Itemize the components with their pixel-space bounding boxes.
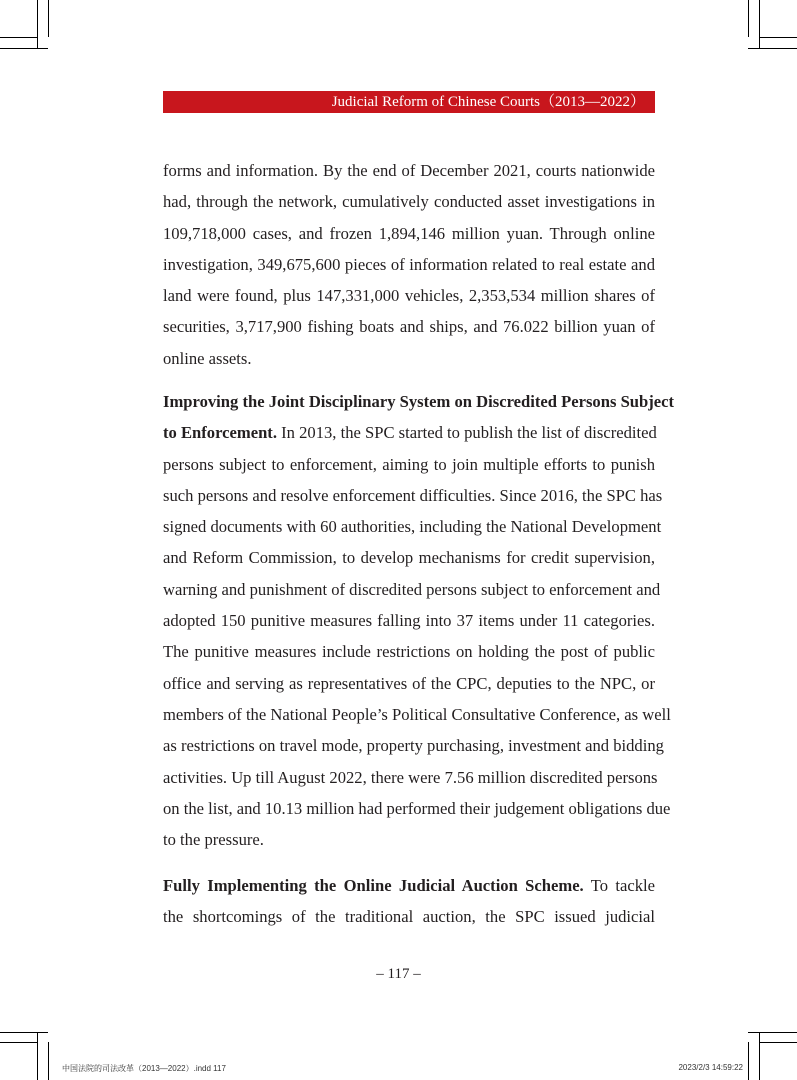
text-line: land were found, plus 147,331,000 vehicles, 2,353,534 million shares of [163,286,655,306]
text-line: had, through the network, cumulatively conducted asset investigations in [163,192,655,212]
text-line: securities, 3,717,900 fishing boats and ships, and 76.022 billion yuan of [163,317,655,337]
crop-mark-tl-h2 [0,48,48,49]
text-line: warning and punishment of discredited persons subject to enforcement and [163,579,661,599]
text-line: Fully Implementing the Online Judicial Auction Scheme. To tackle [163,876,656,895]
crop-mark-bl-h [0,1042,37,1043]
crop-mark-tl-h [0,37,37,38]
section-heading: Fully Implementing the Online Judicial Auction Scheme. [163,876,584,895]
crop-mark-br-v [759,1032,760,1080]
print-slug-file: 中国法院的司法改革（2013—2022）.indd 117 [62,1064,226,1073]
text-line: The punitive measures include restrictions on holding the post of public [163,642,655,662]
crop-mark-br-h [760,1042,797,1043]
crop-mark-bl-h2 [0,1032,48,1033]
crop-mark-tl-v2 [48,0,49,37]
text-line: 109,718,000 cases, and frozen 1,894,146 million yuan. Through online [163,223,655,243]
text-line: adopted 150 punitive measures falling into 37 items under 11 categories. [163,611,655,631]
running-header: Judicial Reform of Chinese Courts（2013—2022） [163,91,655,113]
text-line: online assets. [163,348,252,368]
text-line: on the list, and 10.13 million had performed their judgement obligations due [163,798,671,818]
text-line: office and serving as representatives of the CPC, deputies to the NPC, or [163,673,655,693]
text-line: such persons and resolve enforcement difficulties. Since 2016, the SPC has [163,485,663,505]
crop-mark-tr-h [760,37,797,38]
text-line: signed documents with 60 authorities, including the National Development [163,517,662,537]
text-line: forms and information. By the end of December 2021, courts nationwide [163,161,655,180]
crop-mark-bl-v2 [48,1042,49,1080]
paragraph-asset-investigation [163,155,655,374]
crop-mark-bl-v [37,1032,38,1080]
text-line: persons subject to enforcement, aiming to join multiple efforts to punish [163,454,655,474]
crop-mark-br-v2 [748,1042,749,1080]
paragraph-disciplinary-system [163,386,675,855]
text-line: the shortcomings of the traditional auction, the SPC issued judicial [163,907,655,927]
text-line: investigation, 349,675,600 pieces of information related to real estate and [163,254,655,274]
text-line: and Reform Commission, to develop mechanisms for credit supervision, [163,548,655,568]
crop-mark-tl-v [37,0,38,48]
crop-mark-tr-h2 [748,48,797,49]
text-line: to the pressure. [163,830,264,850]
page-number: – 117 – [376,966,421,982]
crop-mark-tr-v [759,0,760,48]
crop-mark-tr-v2 [748,0,749,37]
text-line: to Enforcement. In 2013, the SPC started to publish the list of discredited [163,423,657,443]
text-line: activities. Up till August 2022, there were 7.56 million discredited persons [163,767,658,787]
print-slug-timestamp: 2023/2/3 14:59:22 [678,1063,743,1072]
section-heading-end: to Enforcement. [163,423,277,443]
crop-mark-br-h2 [748,1032,797,1033]
text-line: members of the National People’s Political Consultative Conference, as well [163,704,671,724]
section-heading: Improving the Joint Disciplinary System on Discredited Persons Subject [163,392,675,411]
paragraph-online-auction [163,870,655,933]
text-line: as restrictions on travel mode, property purchasing, investment and bidding [163,736,664,756]
